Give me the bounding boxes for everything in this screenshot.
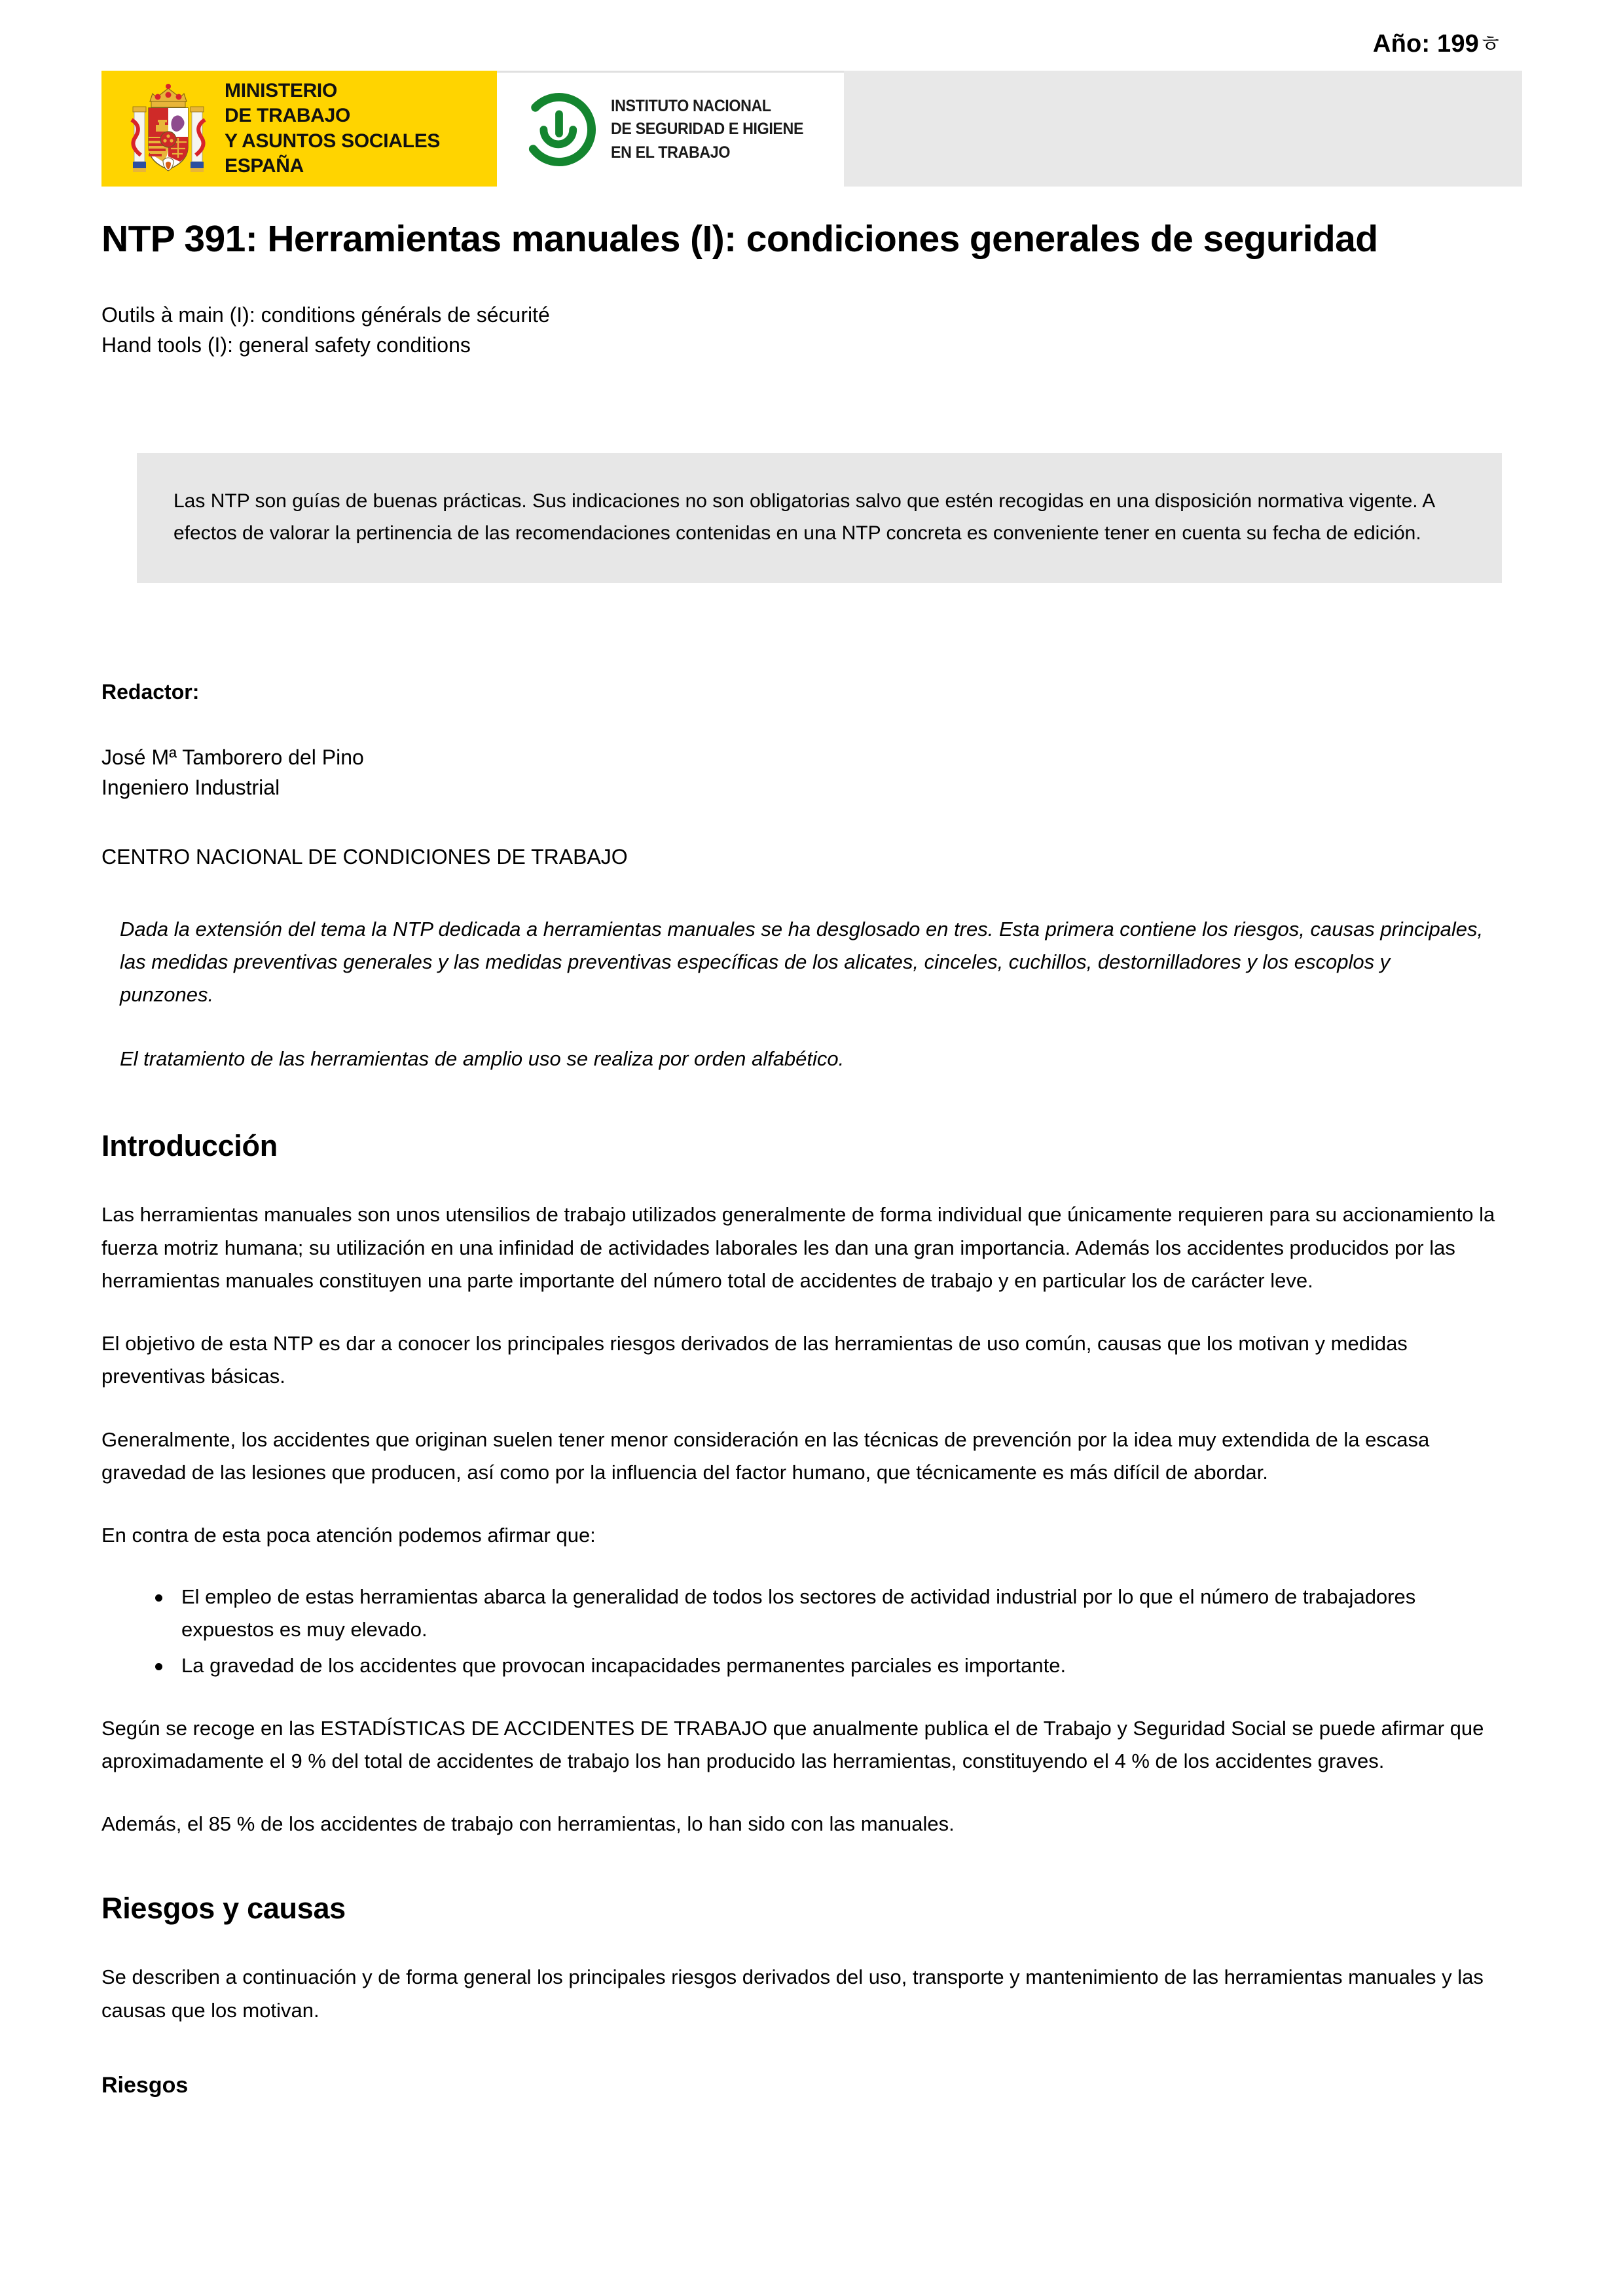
introduccion-paragraph-1: Las herramientas manuales son unos utensilios de trabajo utilizados generalmente de forma individual que únicamente requieren para su accionamiento la fuerza motriz humana; su utilización en una infinidad de actividades laborales les dan una gran importancia. Además los accidentes producidos por las herramientas manuales constituyen una parte importante del número total de accidentes de trabajo y en particular los de carácter leve. [101,1203,1495,1292]
list-item: El empleo de estas herramientas abarca la generalidad de todos los sectores de actividad industrial por lo que el número de trabajadores expuestos es muy elevado. [181,1581,1510,1646]
insht-text-block [611,95,803,165]
subsection-heading-riesgos: Riesgos [101,2072,189,2098]
spanish-coat-of-arms-icon [126,79,210,179]
center-name: CENTRO NACIONAL DE CONDICIONES DE TRABAJO [101,845,628,869]
institutional-header-band [101,71,1522,187]
insht-line-1: INSTITUTO NACIONAL [611,96,771,115]
introduccion-paragraph-6: Además, el 85 % de los accidentes de trabajo con herramientas, lo han sido con las manuales. [101,1812,955,1836]
page-title: NTP 391: Herramientas manuales (I): condiciones generales de seguridad [101,218,1378,260]
header-band-filler [844,71,1522,187]
year-trailing-glyph: ㅎ [1479,30,1502,57]
introduccion-paragraph-2: El objetivo de esta NTP es dar a conocer los principales riesgos derivados de las herramientas de uso común, causas que los motivan y medidas preventivas básicas. [101,1332,1408,1388]
ministerio-line-3: Y ASUNTOS SOCIALES [225,130,441,152]
author-block [101,742,1522,802]
ministerio-line-4: ESPAÑA [225,154,304,177]
ministerio-line-1: MINISTERIO [225,79,338,101]
introduccion-paragraph-3: Generalmente, los accidentes que originan suelen tener menor consideración en las técnicas de prevención por la idea muy extendida de la escasa gravedad de las lesiones que producen, así como por la influencia del factor humano, que técnicamente es más difícil de abordar. [101,1427,1430,1484]
author-role: Ingeniero Industrial [101,776,280,800]
insht-line-2: DE SEGURIDAD E HIGIENE [611,120,804,139]
ministerio-logo-block [101,71,497,187]
insht-logo-block [497,71,844,187]
title-french: Outils à main (I): conditions générals de sécurité [101,302,550,327]
riesgos-paragraph-1: Se describen a continuación y de forma general los principales riesgos derivados del uso, transporte y mantenimiento de las herramientas manuales y las causas que los motivan. [101,1965,1484,2022]
ministerio-line-2: DE TRABAJO [225,105,351,127]
year-label [101,0,1522,56]
insht-line-3: EN EL TRABAJO [611,143,731,162]
lead-paragraph-2: El tratamiento de las herramientas de amplio uso se realiza por orden alfabético. [120,1047,845,1071]
year-text: Año: 199 [1372,30,1480,58]
section-heading-introduccion: Introducción [101,1129,278,1163]
introduccion-paragraph-4: En contra de esta poca atención podemos afirmar que: [101,1523,596,1547]
ministerio-text-block [225,79,440,179]
author-name: José Mª Tamborero del Pino [101,745,364,770]
insht-spiral-logo-icon [520,91,598,168]
lead-paragraph-1: Dada la extensión del tema la NTP dedicada a herramientas manuales se ha desglosado en tres. Esta primera contiene los riesgos, causas principales, las medidas preventivas generales y las medidas preventivas específicas de los alicates, cinceles, cuchillos, destornilladores y los escoplos y punzones. [120,917,1484,1006]
redactor-label: Redactor: [101,680,200,704]
introduccion-paragraph-5: Según se recoge en las ESTADÍSTICAS DE ACCIDENTES DE TRABAJO que anualmente publica el de Trabajo y Seguridad Social se puede afirmar que aproximadamente el 9 % del total de accidentes de trabajo los han producido las herramientas, constituyendo el 4 % de los accidentes graves. [101,1716,1484,1773]
alternate-titles [101,300,1522,360]
introduccion-bullet-list [101,1581,1522,1682]
section-heading-riesgos-y-causas: Riesgos y causas [101,1892,346,1926]
title-english: Hand tools (I): general safety conditions [101,333,471,357]
ntp-disclaimer-box: Las NTP son guías de buenas prácticas. Sus indicaciones no son obligatorias salvo que estén recogidas en una disposición normativa vigente. A efectos de valorar la pertinencia de las recomendaciones contenidas en una NTP concreta es conveniente tener en cuenta su fecha de edición. [137,453,1502,583]
list-item: La gravedad de los accidentes que provocan incapacidades permanentes parciales es importante. [181,1649,1510,1682]
